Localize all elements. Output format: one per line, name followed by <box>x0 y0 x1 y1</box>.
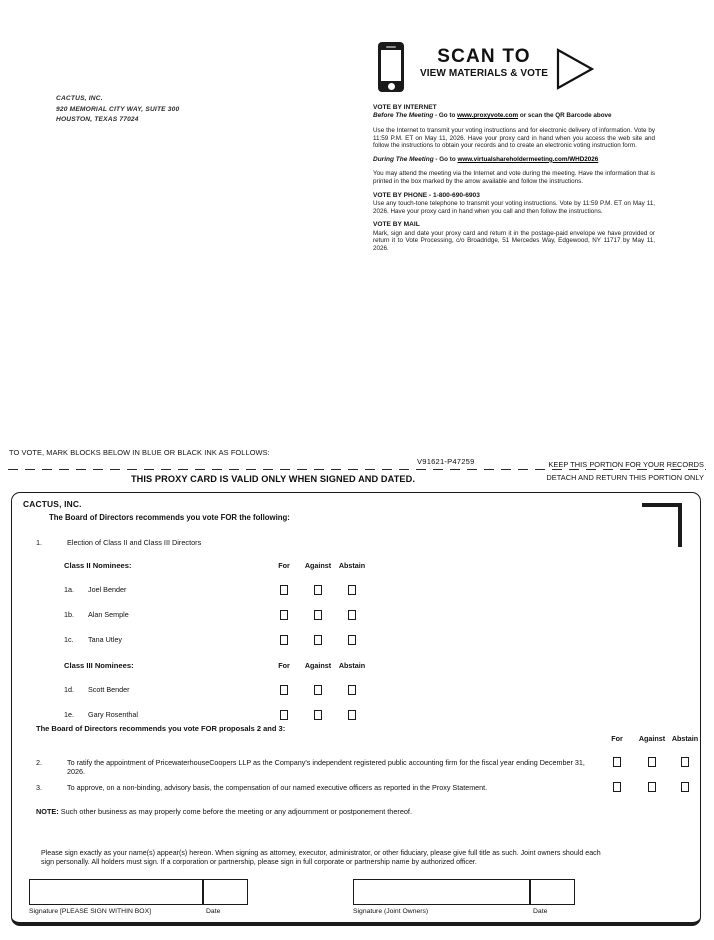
date-primary-box[interactable] <box>203 879 248 905</box>
checkbox-1a-for[interactable] <box>280 585 288 595</box>
signature-joint-box[interactable] <box>353 879 530 905</box>
nominee-key-1d: 1d. <box>64 685 74 694</box>
date-joint-box[interactable] <box>530 879 575 905</box>
nominee-row <box>12 685 700 699</box>
nominee-key-1c: 1c. <box>64 635 74 644</box>
mark-blocks-note: TO VOTE, MARK BLOCKS BELOW IN BLUE OR BLACK INK AS FOLLOWS: <box>9 448 270 457</box>
scan-to-title: SCAN TO <box>437 46 531 67</box>
nominee-row <box>12 585 700 599</box>
nominee-name-1a: Joel Bender <box>88 585 127 594</box>
checkbox-proposal-3-for[interactable] <box>613 782 621 792</box>
nominee-key-1a: 1a. <box>64 585 74 594</box>
proposal-3-number: 3. <box>36 783 42 792</box>
class-ii-column-for: For <box>278 561 290 570</box>
smartphone-icon <box>378 42 404 92</box>
checkbox-1e-against[interactable] <box>314 710 322 720</box>
checkbox-1d-against[interactable] <box>314 685 322 695</box>
class-iii-column-against: Against <box>304 661 332 670</box>
date-primary-label: Date <box>206 908 221 915</box>
during-meeting-prefix: - Go to <box>433 155 458 163</box>
checkbox-1b-against[interactable] <box>314 610 322 620</box>
nominee-name-1c: Tana Utley <box>88 635 122 644</box>
smartphone-speaker <box>386 46 396 48</box>
mailing-address-line-1: CACTUS, INC. <box>56 95 103 102</box>
keep-portion-note: KEEP THIS PORTION FOR YOUR RECORDS <box>548 460 704 469</box>
checkbox-1e-abstain[interactable] <box>348 710 356 720</box>
proxy-card <box>11 492 701 926</box>
before-meeting-label: Before The Meeting <box>373 112 434 120</box>
proposal-2-text: To ratify the appointment of PricewaterhouseCoopers LLP as the Company's independent registered public accounting firm for the fiscal year ending December 31, 2026. <box>67 758 585 777</box>
board-recommendation-2: The Board of Directors recommends you vote FOR proposals 2 and 3: <box>36 724 286 733</box>
smartphone-home-button <box>388 83 395 90</box>
nominee-key-1e: 1e. <box>64 710 74 719</box>
voting-instructions <box>373 104 655 258</box>
detach-portion-note: DETACH AND RETURN THIS PORTION ONLY <box>546 473 704 482</box>
smartphone-screen <box>381 50 401 81</box>
vote-during-meeting-line <box>373 156 655 165</box>
checkbox-1d-abstain[interactable] <box>348 685 356 695</box>
checkbox-proposal-2-against[interactable] <box>648 757 656 767</box>
signature-instructions: Please sign exactly as your name(s) appear(s) hereon. When signing as attorney, executor, administrator, or other fiduciary, please give full title as such. Joint owners should each sign personally. All holders must sign. If a corporation or partnership, please sign in full corporate or partnership name by authorized officer. <box>41 849 601 867</box>
nominee-name-1e: Gary Rosenthal <box>88 710 138 719</box>
checkbox-1c-for[interactable] <box>280 635 288 645</box>
proposal-3-text: To approve, on a non-binding, advisory basis, the compensation of our named executive officers as reported in the Proxy Statement. <box>67 783 488 792</box>
nominee-key-1b: 1b. <box>64 610 74 619</box>
scan-to-vote-banner <box>378 40 608 98</box>
scan-to-subtitle: VIEW MATERIALS & VOTE <box>420 68 549 79</box>
signature-primary-label: Signature [PLEASE SIGN WITHIN BOX] <box>29 908 152 915</box>
nominee-name-1d: Scott Bender <box>88 685 130 694</box>
checkbox-1b-for[interactable] <box>280 610 288 620</box>
checkbox-proposal-2-abstain[interactable] <box>681 757 689 767</box>
mailing-address-line-2: 920 MEMORIAL CITY WAY, SUITE 300 <box>56 105 180 113</box>
vote-by-phone-body: Use any touch-tone telephone to transmit your voting instructions. Vote by 11:59 P.M. ET on May 11, 2026. Have your proxy card in hand when you call and then follow the instructions. <box>373 199 655 215</box>
nominee-row <box>12 710 700 724</box>
checkbox-proposal-2-for[interactable] <box>613 757 621 767</box>
before-meeting-suffix: or scan the QR Barcode above <box>518 112 612 120</box>
checkbox-1a-against[interactable] <box>314 585 322 595</box>
date-joint-label: Date <box>533 908 548 915</box>
proposals-column-abstain: Abstain <box>671 734 699 743</box>
checkbox-1c-abstain[interactable] <box>348 635 356 645</box>
vote-by-mail-body: Mark, sign and date your proxy card and return it in the postage-paid envelope we have provided or return it to Vote Processing, c/o Broadridge, 51 Mercedes Way, Edgewood, NY 11717 by May 11, 2026. <box>373 229 655 252</box>
nominee-name-1b: Alan Semple <box>88 610 129 619</box>
vote-by-phone-heading: VOTE BY PHONE - 1-800-690-6903 <box>373 191 480 199</box>
card-company-name: CACTUS, INC. <box>23 499 82 509</box>
signature-primary-box[interactable] <box>29 879 203 905</box>
mailing-address <box>56 94 179 126</box>
note-text: Such other business as may properly come before the meeting or any adjournment or postponement thereof. <box>58 807 412 816</box>
proxy-card-valid-note: THIS PROXY CARD IS VALID ONLY WHEN SIGNED AND DATED. <box>130 474 416 484</box>
checkbox-proposal-3-abstain[interactable] <box>681 782 689 792</box>
item-1-number: 1. <box>36 538 43 547</box>
vote-by-mail-heading: VOTE BY MAIL <box>373 221 420 229</box>
checkbox-1e-for[interactable] <box>280 710 288 720</box>
proposal-2-number: 2. <box>36 758 42 767</box>
class-ii-nominees-title: Class II Nominees: <box>64 561 132 570</box>
perforation-line <box>8 469 706 470</box>
checkbox-proposal-3-against[interactable] <box>648 782 656 792</box>
class-iii-column-for: For <box>278 661 290 670</box>
checkbox-1a-abstain[interactable] <box>348 585 356 595</box>
note-label: NOTE: <box>36 807 59 816</box>
checkbox-1d-for[interactable] <box>280 685 288 695</box>
before-meeting-prefix: - Go to <box>433 112 458 120</box>
mailing-address-line-3: HOUSTON, TEXAS 77024 <box>56 116 139 123</box>
vote-by-internet-body: Use the Internet to transmit your voting instructions and for electronic delivery of information. Vote by 11:59 P.M. ET on May 11, 2026. Have your proxy card in hand when you access the web site and follow the instructions to obtain your records and to create an electronic voting instruction form. <box>373 127 655 150</box>
class-ii-column-abstain: Abstain <box>338 561 366 570</box>
control-number-corner-mark <box>642 503 682 547</box>
class-ii-column-against: Against <box>304 561 332 570</box>
board-recommendation-1: The Board of Directors recommends you vote FOR the following: <box>49 513 290 522</box>
nominee-row <box>12 610 700 624</box>
class-iii-column-abstain: Abstain <box>338 661 366 670</box>
vote-by-internet-heading: VOTE BY INTERNET <box>373 104 437 111</box>
class-iii-nominees-title: Class III Nominees: <box>64 661 134 670</box>
vote-before-meeting-line <box>373 112 655 121</box>
nominee-row <box>12 635 700 649</box>
corner-mark-horizontal <box>642 503 682 507</box>
scan-banner-text <box>420 46 548 80</box>
proposals-column-for: For <box>611 734 623 743</box>
checkbox-1c-against[interactable] <box>314 635 322 645</box>
signature-joint-label: Signature (Joint Owners) <box>353 908 429 915</box>
item-1-text: Election of Class II and Class III Directors <box>67 538 202 547</box>
proposals-column-against: Against <box>638 734 666 743</box>
other-business-note <box>36 807 636 816</box>
checkbox-1b-abstain[interactable] <box>348 610 356 620</box>
during-meeting-label: During The Meeting <box>373 155 434 163</box>
virtual-shareholder-meeting-link[interactable]: www.virtualshareholdermeeting.com/WHD2026 <box>457 155 599 163</box>
vote-during-meeting-body: You may attend the meeting via the Internet and vote during the meeting. Have the information that is printed in the box marked by the arrow available and follow the instructions. <box>373 170 655 185</box>
control-number: V91621-P47259 <box>417 457 475 466</box>
proxyvote-link[interactable]: www.proxyvote.com <box>457 112 519 120</box>
corner-mark-vertical <box>678 503 682 547</box>
